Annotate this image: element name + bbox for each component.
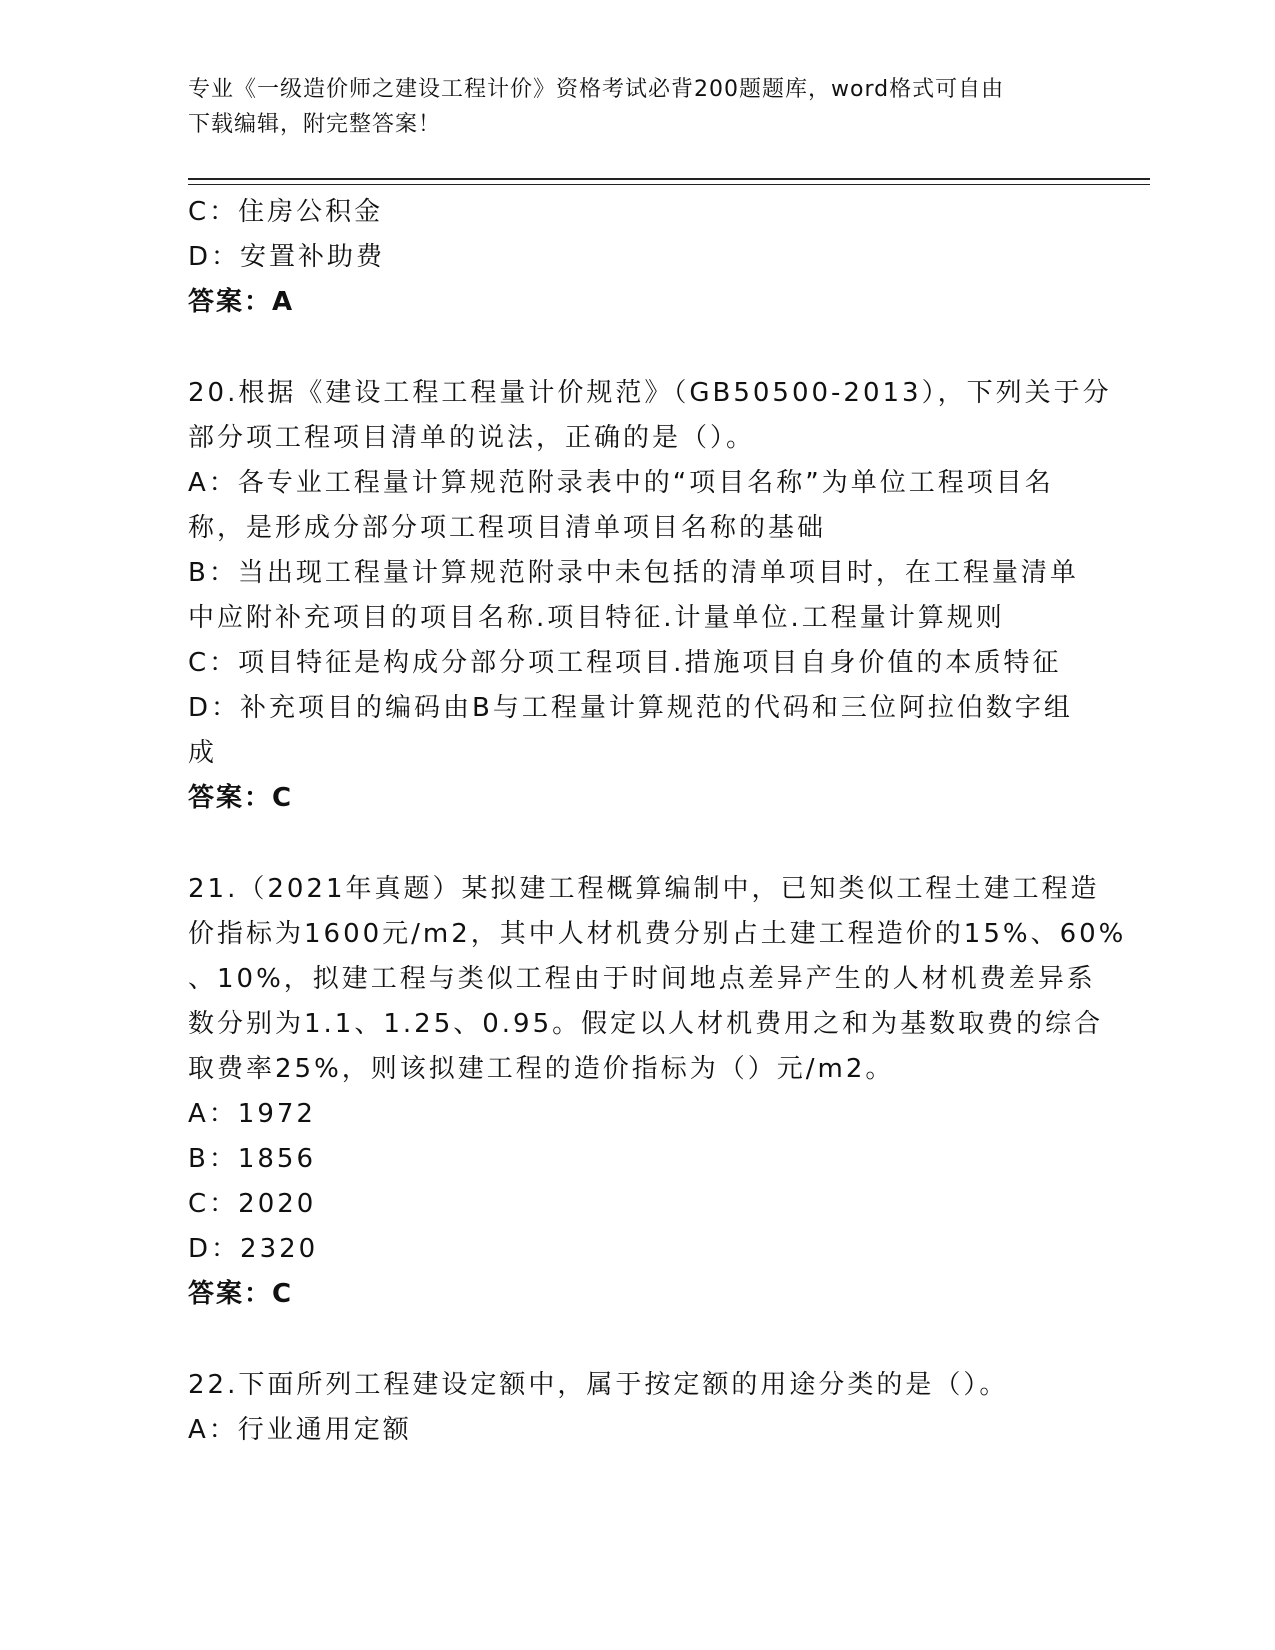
document-header <box>188 72 1068 142</box>
option-d: D：安置补助费 <box>188 242 386 272</box>
option-b: 中应附补充项目的项目名称.项目特征.计量单位.工程量计算规则 <box>188 603 1005 633</box>
option-a: 称，是形成分部分项工程项目清单项目名称的基础 <box>188 513 827 543</box>
option-d: 成 <box>188 738 218 768</box>
option-d: D：补充项目的编码由B与工程量计算规范的代码和三位阿拉伯数字组 <box>188 693 1073 723</box>
option-b: B：1856 <box>188 1144 317 1174</box>
header-line-2: 下载编辑，附完整答案！ <box>188 112 442 137</box>
question-stem: 20.根据《建设工程工程量计价规范》（GB50500-2013），下列关于分 <box>188 378 1112 408</box>
option-a: A：1972 <box>188 1099 316 1129</box>
question-stem: 价指标为1600元/m2，其中人材机费分别占土建工程造价的15%、60% <box>188 919 1127 949</box>
question-21 <box>188 867 1127 1317</box>
option-c: C：住房公积金 <box>188 197 384 227</box>
question-stem: 22.下面所列工程建设定额中，属于按定额的用途分类的是（）。 <box>188 1370 1009 1400</box>
document-body <box>188 190 1127 1453</box>
question-22 <box>188 1363 1088 1453</box>
question-19-tail <box>188 190 1088 325</box>
question-stem: 部分项工程项目清单的说法，正确的是（）。 <box>188 423 756 453</box>
question-stem: 、10%，拟建工程与类似工程由于时间地点差异产生的人材机费差异系 <box>188 964 1096 994</box>
option-c: C：2020 <box>188 1189 317 1219</box>
option-a: A：各专业工程量计算规范附录表中的“项目名称”为单位工程项目名 <box>188 468 1054 498</box>
option-b: B：当出现工程量计算规范附录中未包括的清单项目时，在工程量清单 <box>188 558 1079 588</box>
option-a: A：行业通用定额 <box>188 1415 412 1445</box>
question-stem: 数分别为1.1、1.25、0.95。假定以人材机费用之和为基数取费的综合 <box>188 1009 1104 1039</box>
question-20 <box>188 371 1112 821</box>
answer: 答案：C <box>188 783 294 813</box>
option-d: D：2320 <box>188 1234 319 1264</box>
question-stem: 取费率25%，则该拟建工程的造价指标为（）元/m2。 <box>188 1054 895 1084</box>
question-stem: 21.（2021年真题）某拟建工程概算编制中，已知类似工程土建工程造 <box>188 874 1100 904</box>
answer: 答案：C <box>188 1279 294 1309</box>
header-divider-thick <box>188 178 1150 180</box>
header-line-1: 专业《一级造价师之建设工程计价》资格考试必背200题题库，word格式可自由 <box>188 77 1005 102</box>
answer: 答案：A <box>188 287 295 317</box>
header-divider-thin <box>188 184 1150 185</box>
option-c: C：项目特征是构成分部分项工程项目.措施项目自身价值的本质特征 <box>188 648 1062 678</box>
